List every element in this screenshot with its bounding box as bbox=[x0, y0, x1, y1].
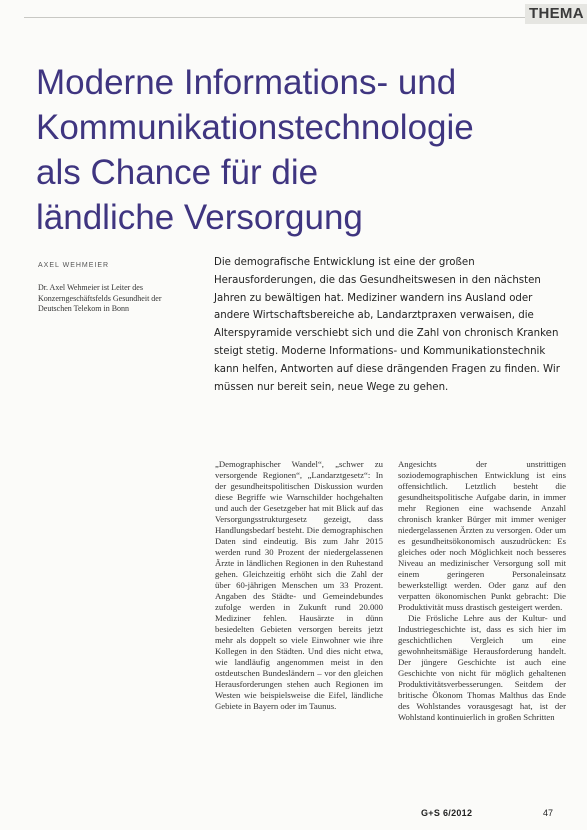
section-label: THEMA bbox=[525, 4, 587, 24]
article-title bbox=[36, 60, 556, 240]
author-name: AXEL WEHMEIER bbox=[38, 262, 110, 269]
title-line: ländliche Versorgung bbox=[36, 198, 363, 237]
header-rule bbox=[24, 17, 525, 18]
body-column-2 bbox=[398, 459, 566, 794]
lead-paragraph: Die demografische Entwicklung ist eine der großen Herausforderungen, die das Gesundheitswesen in den nächsten Jahren zu bewältigen hat. Mediziner wandern ins Ausland oder andere Wirtschaftsbereiche ab, Landarztpraxen verwaisen, die Alterspyramide verschiebt sich und die Zahl von chronisch Kranken steigt stetig. Moderne Informations- und Kommunikationstechnik kann helfen, Antworten auf diese drängenden Fragen zu finden. Wir müssen nur bereit sein, neue Wege zu gehen. bbox=[214, 257, 560, 393]
body-paragraph: „Demographischer Wandel“, „schwer zu versorgende Regionen“, „Landarztgesetz“: In der gesundheitspolitischen Diskussion wurden diese Begriffe wie Warnschilder hochgehalten und auch der Gesetzgeber hat mit Blick auf das Versorgungsstrukturgesetz gezeigt, dass Handlungsbedarf besteht. Die demographischen Daten sind eindeutig. Bis zum Jahr 2015 werden rund 30 Prozent der niedergelassenen Ärzte in ländlichen Regionen in den Ruhestand gehen. Gleichzeitig erhöht sich die Zahl der über 60-jährigen Menschen um 33 Prozent. Angaben des Städte- und Gemeindebundes zufolge werden in Zukunft rund 20.000 Mediziner fehlen. Hausärzte in dünn besiedelten Gebieten versorgen bereits jetzt mehr als doppelt so viele Einwohner wie ihre Kollegen in den Städten. Und dies nicht etwa, wie landläufig angenommen meist in den ostdeutschen Bundesländern – vor den gleichen Herausforderungen stehen auch Regionen im Westen wie beispielsweise die Eifel, ländliche Gebiete in Bayern oder im Taunus. bbox=[215, 459, 383, 711]
title-line: als Chance für die bbox=[36, 153, 319, 192]
author-bio: Dr. Axel Wehmeier ist Leiter des Konzerngeschäftsfelds Gesundheit der Deutschen Telekom in Bonn bbox=[38, 283, 162, 313]
title-line: Kommunikationstechnologie bbox=[36, 108, 474, 147]
title-line: Moderne Informations- und bbox=[36, 63, 457, 102]
body-paragraph: Die Frösliche Lehre aus der Kultur- und Industriegeschichte ist, dass es sich hier im geschichtlichen Vergleich um eine gewohnheitsmäßige Herausforderung handelt. Der jüngere Geschichte ist auch eine Geschichte von nicht für möglich gehaltenen Produktivitätsverbesserungen. Seitdem der britische Ökonom Thomas Malthus das Ende des Wohlstandes vorausgesagt hat, ist der Wohlstand kontinuierlich in großen Schritten bbox=[398, 613, 566, 722]
body-paragraph: Angesichts der unstrittigen soziodemographischen Entwicklung ist eins offensichtlich. Letztlich besteht die gesundheitspolitische Aufgabe darin, in immer mehr Regionen eine wachsende Anzahl chronisch kranker Bürger mit immer weniger niedergelassenen Ärzten zu versorgen. Oder um es gesundheitsökonomisch auszudrücken: Es gleiches oder noch Möglichkeit noch besseres Niveau an medizinischer Versorgung soll mit einem geringeren Personaleinsatz bewerkstelligt werden. Oder ganz auf den verpatten ökonomischen Punkt gebracht: Die Produktivität muss drastisch gesteigert werden. bbox=[398, 459, 566, 612]
page-number: 47 bbox=[543, 808, 554, 818]
body-column-1 bbox=[215, 459, 383, 794]
magazine-issue: G+S 6/2012 bbox=[421, 808, 473, 818]
